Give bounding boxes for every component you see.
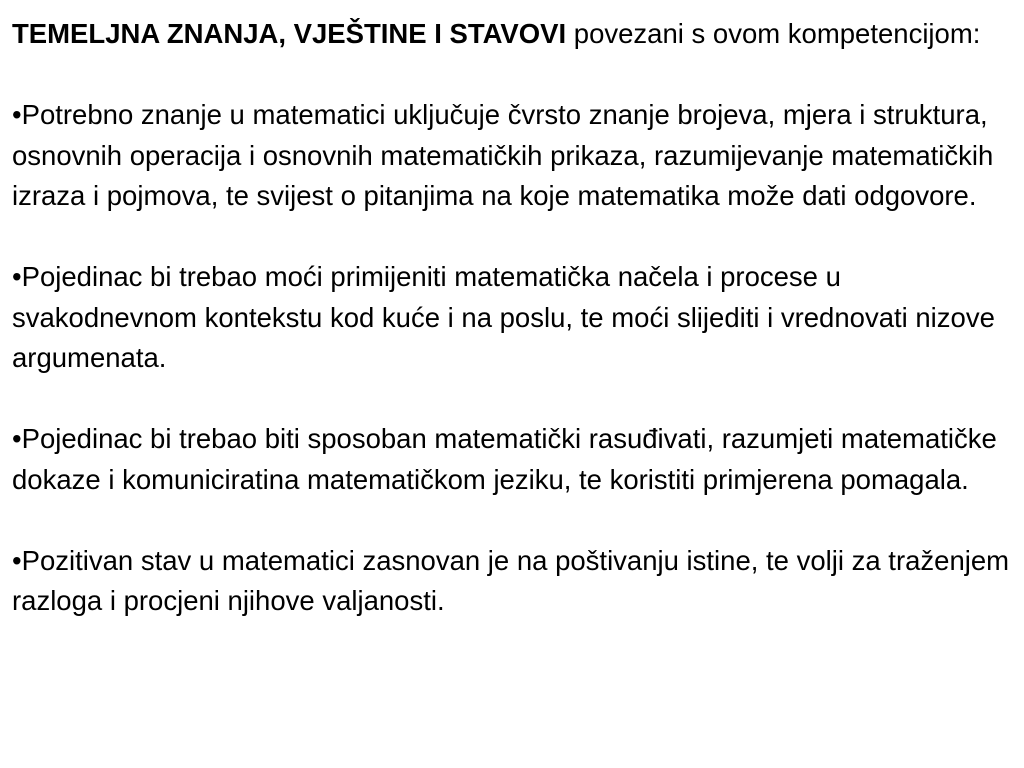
section-heading: TEMELJNA ZNANJA, VJEŠTINE I STAVOVI: [12, 18, 567, 49]
intro-paragraph: [12, 14, 1014, 55]
intro-text: povezani s ovom kompetencijom:: [566, 18, 981, 49]
bullet-attitude: •Pozitivan stav u matematici zasnovan je na poštivanju istine, te volji za traženjem razloga i procjeni njihove valjanosti.: [12, 544, 1010, 616]
bullet-skills-application: •Pojedinac bi trebao moći primijeniti matematička načela i procese u svakodnevnom kontekstu kod kuće i na poslu, te moći slijediti i vrednovati nizove argumenata.: [12, 261, 995, 373]
bullet-knowledge: •Potrebno znanje u matematici uključuje čvrsto znanje brojeva, mjera i struktura, osnovnih operacija i osnovnih matematičkih prikaza, razumijevanje matematičkih izraza i pojmova, te svijest o pitanjima na koje matematika može dati odgovore.: [12, 99, 994, 211]
bullet-skills-reasoning: •Pojedinac bi trebao biti sposoban matematički rasuđivati, razumjeti matematičke dokaze i komuniciratina matematičkom jeziku, te koristiti primjerena pomagala.: [12, 423, 997, 495]
